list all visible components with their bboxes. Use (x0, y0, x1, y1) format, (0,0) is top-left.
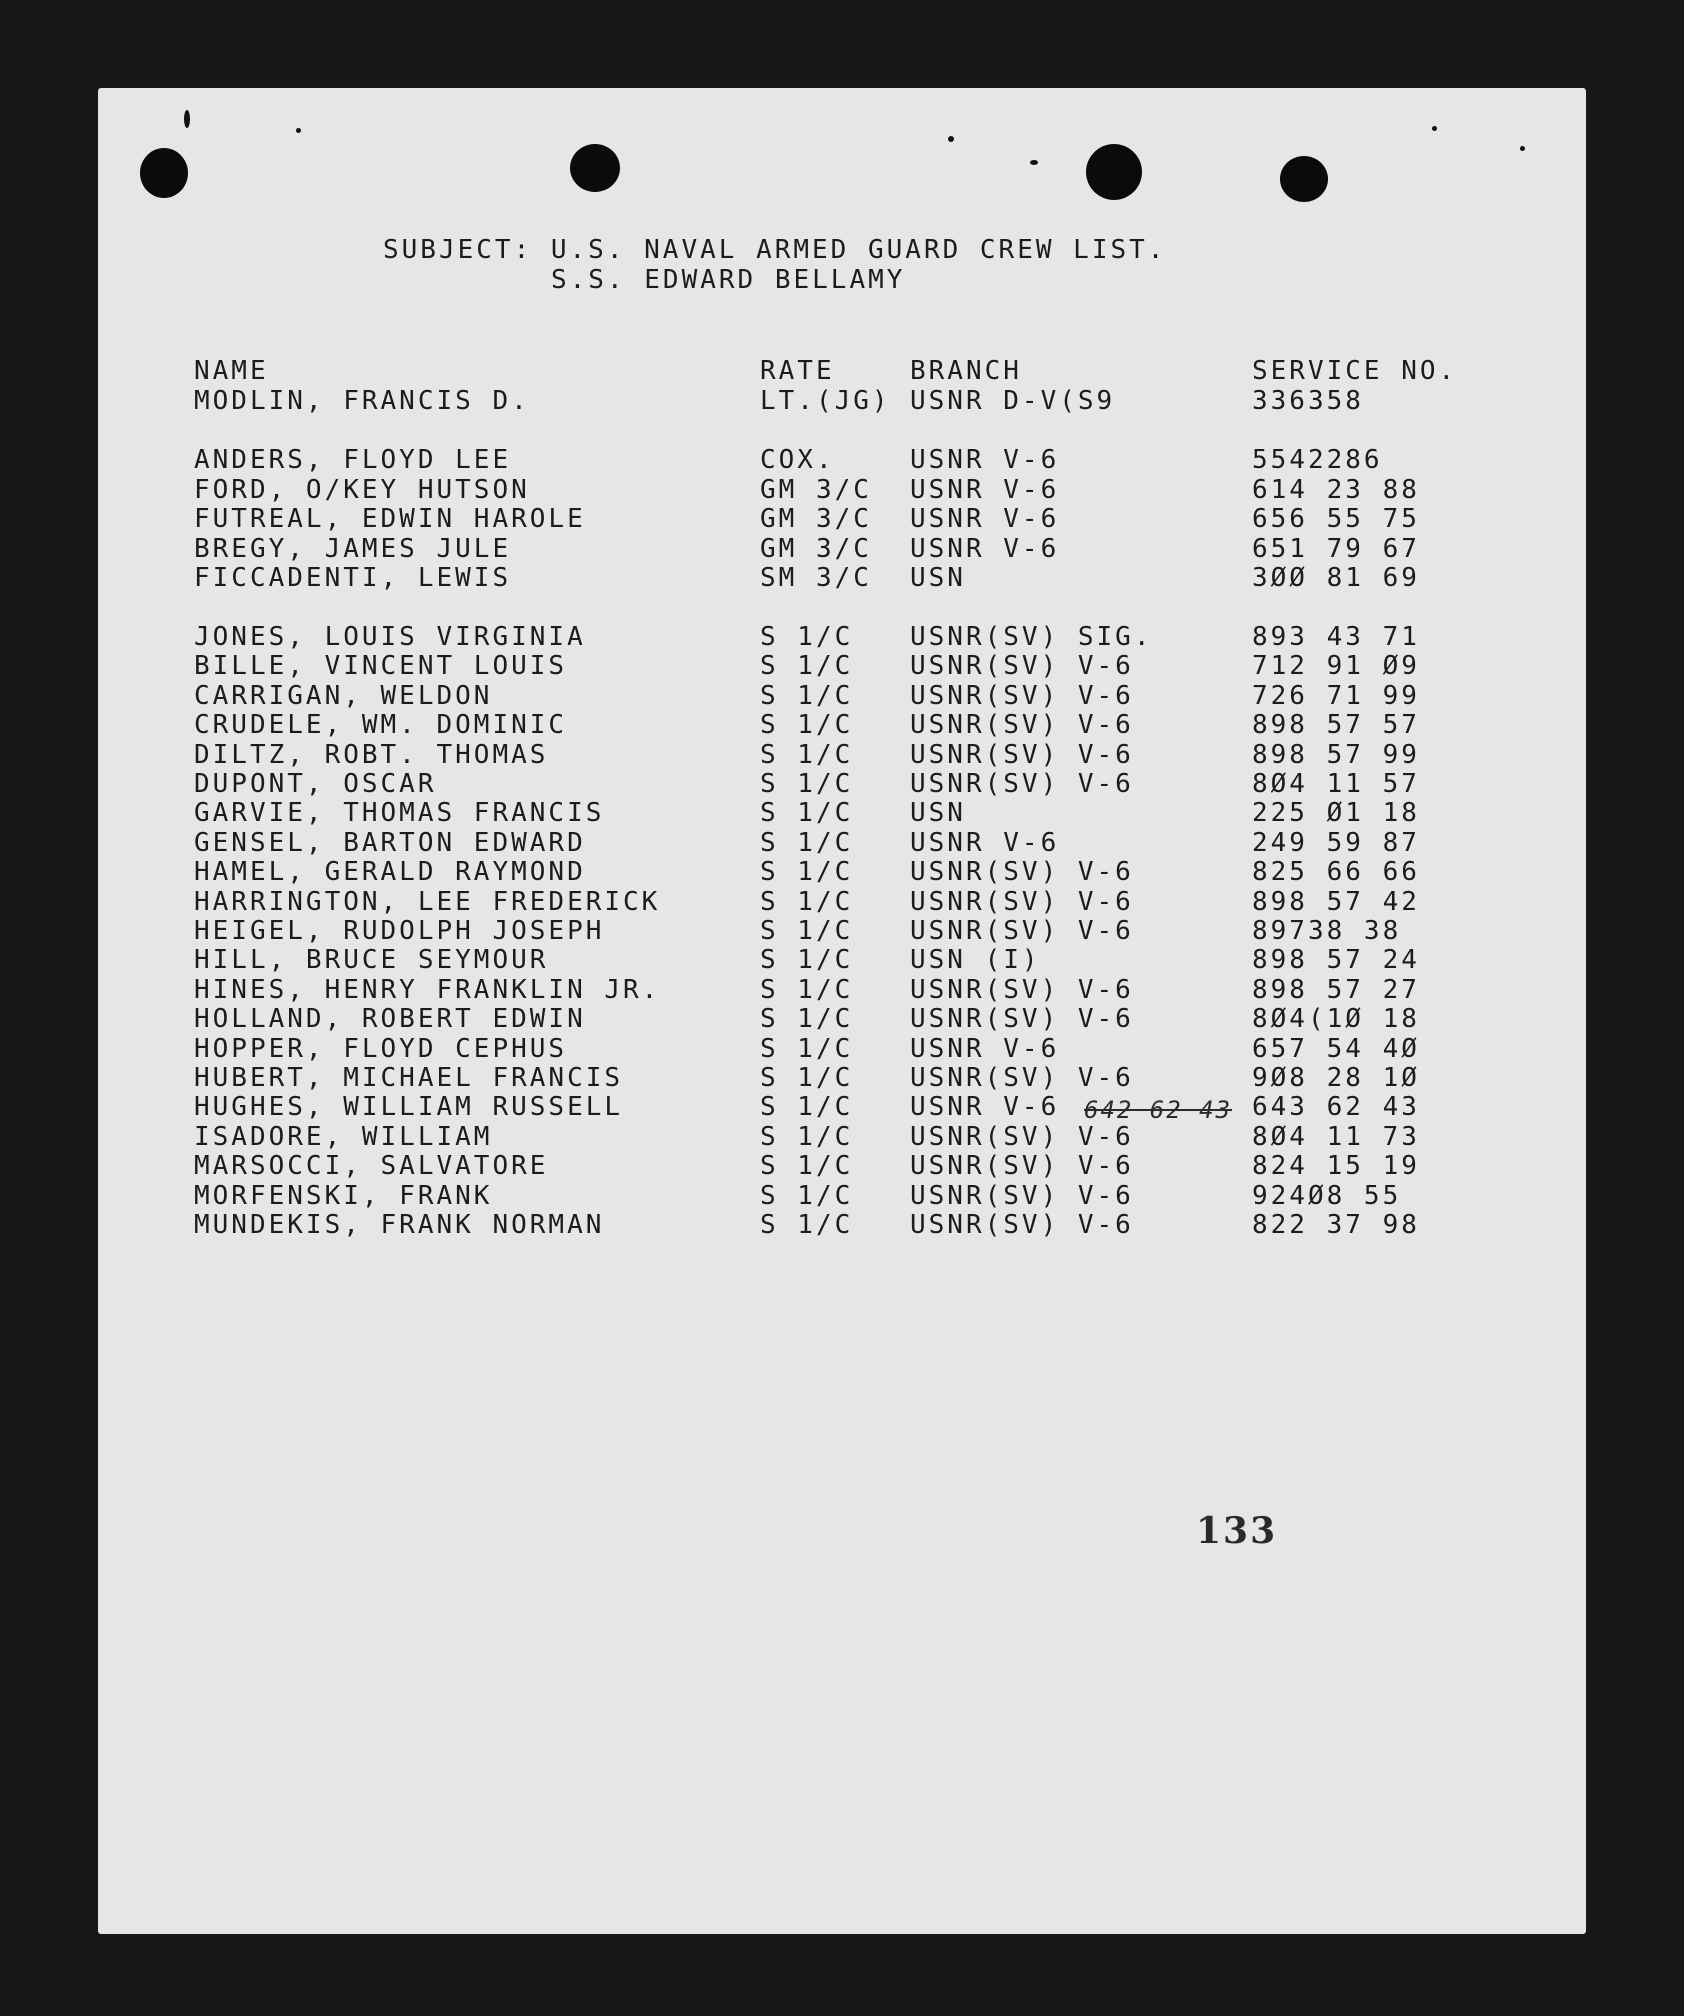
crew-branch: USNR V-6 (910, 504, 1060, 534)
column-header-service-no: SERVICE NO. (1252, 356, 1458, 386)
crew-name: MODLIN, FRANCIS D. (194, 386, 530, 416)
crew-branch: USNR(SV) V-6 (910, 1121, 1134, 1152)
speck (1520, 146, 1525, 151)
crew-branch: USNR(SV) SIG. (910, 622, 1153, 652)
crew-branch: USNR(SV) V-6 (910, 1004, 1134, 1035)
crew-service-no: 726 71 99 (1252, 680, 1420, 711)
crew-branch: USNR(SV) V-6 (910, 680, 1134, 711)
crew-rate: S 1/C (760, 1121, 854, 1152)
column-header-rate: RATE (760, 356, 835, 386)
crew-rate: GM 3/C (760, 474, 872, 505)
crew-name: FORD, O/KEY HUTSON (194, 474, 530, 505)
crew-service-no: 712 91 Ø9 (1252, 651, 1420, 682)
crew-rate: SM 3/C (760, 563, 872, 593)
crew-rate: S 1/C (760, 798, 854, 829)
crew-branch: USN (910, 563, 966, 593)
table-row (0, 740, 1684, 769)
crew-rate: S 1/C (760, 916, 854, 946)
crew-rate: S 1/C (760, 857, 854, 888)
subject-line: SUBJECT: U.S. NAVAL ARMED GUARD CREW LIST. (383, 235, 1167, 265)
table-row (0, 681, 1684, 710)
crew-service-no: 8Ø4 11 73 (1252, 1121, 1420, 1152)
crew-rate: S 1/C (760, 886, 854, 917)
crew-rate: GM 3/C (760, 504, 872, 534)
table-row (0, 1004, 1684, 1033)
crew-name: MUNDEKIS, FRANK NORMAN (194, 1210, 605, 1240)
page-number: 133 (1196, 1510, 1278, 1552)
crew-branch: USNR(SV) V-6 (910, 857, 1134, 888)
crew-rate: S 1/C (760, 827, 854, 858)
punch-hole (1280, 156, 1328, 202)
crew-rate: S 1/C (760, 622, 854, 652)
crew-rate: S 1/C (760, 1151, 854, 1182)
crew-name: HAMEL, GERALD RAYMOND (194, 857, 586, 888)
crew-branch: USNR(SV) V-6 (910, 769, 1134, 799)
crew-name: HUGHES, WILLIAM RUSSELL (194, 1092, 624, 1123)
table-row (0, 622, 1684, 651)
table-row (0, 916, 1684, 945)
crew-branch: USNR V-6 (910, 474, 1060, 505)
crew-rate: GM 3/C (760, 533, 872, 564)
crew-rate: S 1/C (760, 769, 854, 799)
crew-name: FUTREAL, EDWIN HAROLE (194, 504, 586, 534)
crew-name: ISADORE, WILLIAM (194, 1121, 493, 1152)
crew-name: HUBERT, MICHAEL FRANCIS (194, 1063, 624, 1093)
crew-rate: LT.(JG) (760, 386, 891, 416)
speck (1030, 160, 1038, 165)
table-row (0, 651, 1684, 680)
column-header-row (0, 356, 1684, 385)
crew-service-no: 898 57 24 (1252, 945, 1420, 976)
table-row (0, 857, 1684, 886)
speck (1432, 126, 1437, 131)
crew-rate: S 1/C (760, 1033, 854, 1064)
table-row (0, 1092, 1684, 1121)
crew-service-no: 656 55 75 (1252, 504, 1420, 534)
crew-name: JONES, LOUIS VIRGINIA (194, 622, 586, 652)
speck (184, 110, 190, 128)
crew-service-no: 5542286 (1252, 445, 1383, 475)
crew-name: HOPPER, FLOYD CEPHUS (194, 1033, 568, 1064)
table-row (0, 769, 1684, 798)
table-row (0, 504, 1684, 533)
crew-service-no: 822 37 98 (1252, 1210, 1420, 1240)
crew-rate: S 1/C (760, 710, 854, 741)
crew-rate: S 1/C (760, 974, 854, 1005)
crew-name: BREGY, JAMES JULE (194, 533, 512, 564)
column-header-name: NAME (194, 356, 269, 386)
punch-hole (570, 144, 620, 192)
crew-service-no: 898 57 27 (1252, 974, 1420, 1005)
crew-name: GARVIE, THOMAS FRANCIS (194, 798, 605, 829)
crew-service-no: 9Ø8 28 1Ø (1252, 1063, 1420, 1093)
crew-name: DILTZ, ROBT. THOMAS (194, 739, 549, 770)
crew-service-no: 824 15 19 (1252, 1151, 1420, 1182)
column-header-branch: BRANCH (910, 356, 1022, 386)
table-row (0, 1122, 1684, 1151)
crew-service-no: 8Ø4 11 57 (1252, 769, 1420, 799)
crew-service-no: 898 57 42 (1252, 886, 1420, 917)
crew-service-no: 924Ø8 55 (1252, 1180, 1402, 1211)
crew-branch: USN (910, 798, 966, 829)
speck (948, 136, 954, 142)
crew-name: CRUDELE, WM. DOMINIC (194, 710, 568, 741)
ship-name: S.S. EDWARD BELLAMY (551, 265, 906, 295)
crew-rate: S 1/C (760, 1063, 854, 1093)
crew-branch: USN (I) (910, 945, 1041, 976)
crew-branch: USNR(SV) V-6 (910, 886, 1134, 917)
crew-branch: USNR(SV) V-6 (910, 739, 1134, 770)
table-row (0, 563, 1684, 592)
crew-service-no: 614 23 88 (1252, 474, 1420, 505)
crew-rate: S 1/C (760, 1004, 854, 1035)
crew-branch: USNR V-6 (910, 827, 1060, 858)
crew-branch: USNR(SV) V-6 (910, 1151, 1134, 1182)
table-row (0, 534, 1684, 563)
crew-branch: USNR(SV) V-6 (910, 1180, 1134, 1211)
crew-service-no: 825 66 66 (1252, 857, 1420, 888)
crew-name: BILLE, VINCENT LOUIS (194, 651, 568, 682)
table-row (0, 1181, 1684, 1210)
crew-rate: COX. (760, 445, 835, 475)
crew-branch: USNR(SV) V-6 (910, 710, 1134, 741)
crew-name: ANDERS, FLOYD LEE (194, 445, 512, 475)
punch-hole (140, 148, 188, 198)
crew-service-no: 893 43 71 (1252, 622, 1420, 652)
crew-service-no: 898 57 99 (1252, 739, 1420, 770)
crew-branch: USNR(SV) V-6 (910, 916, 1134, 946)
crew-service-no: 225 Ø1 18 (1252, 798, 1420, 829)
crew-name: HINES, HENRY FRANKLIN JR. (194, 974, 661, 1005)
crew-rate: S 1/C (760, 945, 854, 976)
speck (296, 128, 301, 133)
table-row (0, 798, 1684, 827)
crew-rate: S 1/C (760, 1092, 854, 1123)
crew-name: FICCADENTI, LEWIS (194, 563, 512, 593)
crew-name: HEIGEL, RUDOLPH JOSEPH (194, 916, 605, 946)
crew-branch: USNR(SV) V-6 (910, 651, 1134, 682)
crew-service-no: 898 57 57 (1252, 710, 1420, 741)
crew-branch: USNR(SV) V-6 (910, 1210, 1134, 1240)
crew-rate: S 1/C (760, 1180, 854, 1211)
punch-hole (1086, 144, 1142, 200)
table-row (0, 1034, 1684, 1063)
crew-branch: USNR V-6 (910, 533, 1060, 564)
crew-branch: USNR(SV) V-6 (910, 974, 1134, 1005)
table-row (0, 945, 1684, 974)
crew-branch: USNR(SV) V-6 (910, 1063, 1134, 1093)
crew-rate: S 1/C (760, 1210, 854, 1240)
table-row (0, 386, 1684, 415)
table-row (0, 828, 1684, 857)
crew-name: DUPONT, OSCAR (194, 769, 437, 799)
crew-rate: S 1/C (760, 739, 854, 770)
table-row (0, 1063, 1684, 1092)
crew-branch: USNR V-6 (910, 1033, 1060, 1064)
crew-service-no: 3ØØ 81 69 (1252, 563, 1420, 593)
crew-service-no: 8Ø4(1Ø 18 (1252, 1004, 1420, 1035)
crew-rate: S 1/C (760, 680, 854, 711)
crew-service-no: 643 62 43 (1252, 1092, 1420, 1123)
table-row (0, 1151, 1684, 1180)
table-row (0, 445, 1684, 474)
crew-service-no: 89738 38 (1252, 916, 1402, 946)
crew-name: HOLLAND, ROBERT EDWIN (194, 1004, 586, 1035)
strikeout-service-no: 642 62 43 (1084, 1096, 1233, 1124)
crew-rate: S 1/C (760, 651, 854, 682)
crew-service-no: 336358 (1252, 386, 1364, 416)
crew-name: GENSEL, BARTON EDWARD (194, 827, 586, 858)
table-row (0, 975, 1684, 1004)
table-row (0, 475, 1684, 504)
crew-name: MORFENSKI, FRANK (194, 1180, 493, 1211)
crew-service-no: 657 54 4Ø (1252, 1033, 1420, 1064)
table-row (0, 887, 1684, 916)
table-row (0, 1210, 1684, 1239)
crew-branch: USNR V-6 (910, 445, 1060, 475)
crew-name: CARRIGAN, WELDON (194, 680, 493, 711)
crew-branch: USNR D-V(S9 (910, 386, 1116, 416)
crew-name: HILL, BRUCE SEYMOUR (194, 945, 549, 976)
crew-name: MARSOCCI, SALVATORE (194, 1151, 549, 1182)
crew-service-no: 651 79 67 (1252, 533, 1420, 564)
crew-branch: USNR V-6 (910, 1092, 1060, 1123)
crew-service-no: 249 59 87 (1252, 827, 1420, 858)
table-row (0, 710, 1684, 739)
crew-name: HARRINGTON, LEE FREDERICK (194, 886, 661, 917)
